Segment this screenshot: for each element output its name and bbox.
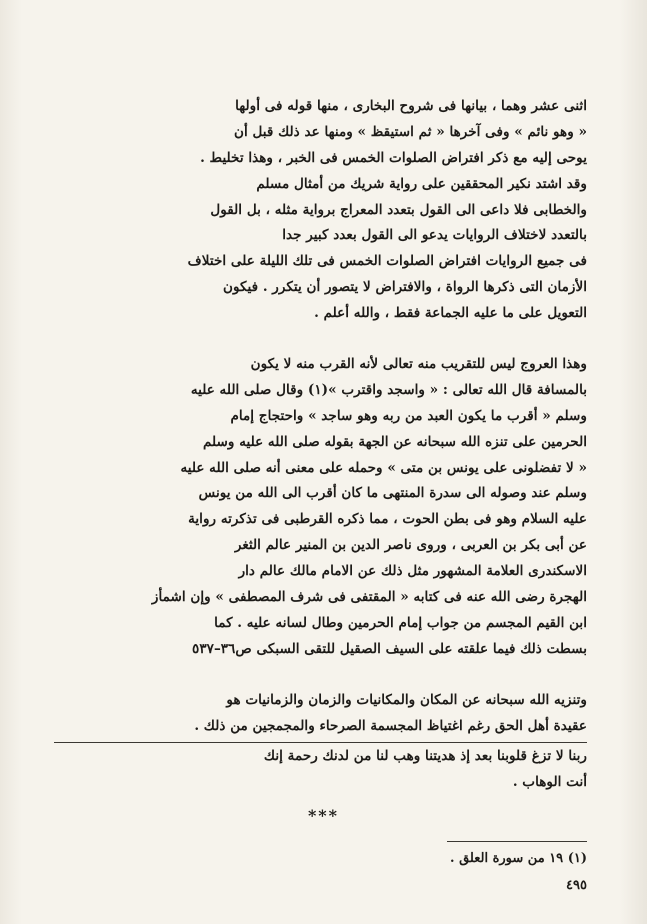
page-number: ٤٩٥ [566,878,587,893]
text-line: اثنى عشر وهما ، بيانها فى شروح البخارى ، منها قوله فى أولها [235,98,587,114]
paragraph-4 [56,744,587,796]
text-line: فى جميع الروايات افتراض الصلوات الخمس فى تلك الليلة على اختلاف [187,253,587,270]
text-line: بالتعدد لاختلاف الروايات يدعو الى القول بعدد كبير جدا [282,227,587,244]
text-line: ربنا لا تزغ قلوبنا بعد إذ هديتنا وهب لنا من لدنك رحمة إنك [263,748,587,764]
text-line: التعويل على ما عليه الجماعة فقط ، والله أعلم . [314,305,587,322]
text-line: عقيدة أهل الحق رغم اغتياظ المجسمة الصرحاء والمجمجين من ذلك . [194,717,587,734]
text-line: الاسكندرى العلامة المشهور مثل ذلك عن الامام مالك عالم دار [238,563,587,580]
text-line: الأزمان التى ذكرها الرواة ، والافتراض لا يتصور أن يتكرر . فيكون [223,279,587,296]
text-line: وسلم عند وصوله الى سدرة المنتهى ما كان أقرب الى الله من يونس [198,485,587,502]
text-line: وهذا العروج ليس للتقريب منه تعالى لأنه القرب منه لا يكون [250,356,587,372]
text-line: وسلم « أقرب ما يكون العبد من ربه وهو ساجد » واحتجاج إمام [230,407,587,424]
text-line: يوحى إليه مع ذكر افتراض الصلوات الخمس فى الخبر ، وهذا تخليط . [200,149,587,166]
section-separator: *** [307,806,340,825]
text-line: وقد اشتد نكير المحققين على رواية شريك من أمثال مسلم [256,175,587,192]
text-line: بالمسافة قال الله تعالى : « واسجد واقترب »(١) وقال صلى الله عليه [190,381,587,398]
text-line: ابن القيم المجسم من جواب إمام الحرمين وطال لسانه عليه . كما [214,614,587,631]
text-line: وتنزيه الله سبحانه عن المكان والمكانيات والزمان والزمانيات هو [226,692,587,708]
footnote: (١) ١٩ من سورة العلق . [450,851,587,866]
text-line: « لا تفضلونى على يونس بن متى » وحمله على معنى أنه صلى الله عليه [180,459,587,476]
text-line: والخطابى فلا داعى الى القول بتعدد المعراج برواية مثله ، بل القول [210,201,587,218]
paragraph-1 [56,94,587,327]
text-line: الحرمين على تنزه الله سبحانه عن الجهة بقوله صلى الله عليه وسلم [202,433,587,450]
paragraph-2 [56,352,587,663]
text-line: بسطت ذلك فيما علقته على السيف الصقيل للتقى السبكى ص٣٦–٥٣٧ [192,640,587,657]
footnote-divider [447,841,587,842]
text-line: الهجرة رضى الله عنه فى كتابه « المقتفى فى شرف المصطفى » وإن اشمأز [151,589,587,606]
divider-line [54,742,587,743]
paragraph-3 [56,688,587,740]
text-line: عليه السلام وهو فى بطن الحوت ، مما ذكره القرطبى فى تذكرته رواية [188,511,587,528]
text-line: أنت الوهاب . [512,773,587,790]
text-line: « وهو نائم » وفى آخرها « ثم استيقظ » ومنها عد ذلك قبل أن [233,123,587,140]
text-line: عن أبى بكر بن العربى ، وروى ناصر الدين بن المنير عالم الثغر [234,537,587,554]
